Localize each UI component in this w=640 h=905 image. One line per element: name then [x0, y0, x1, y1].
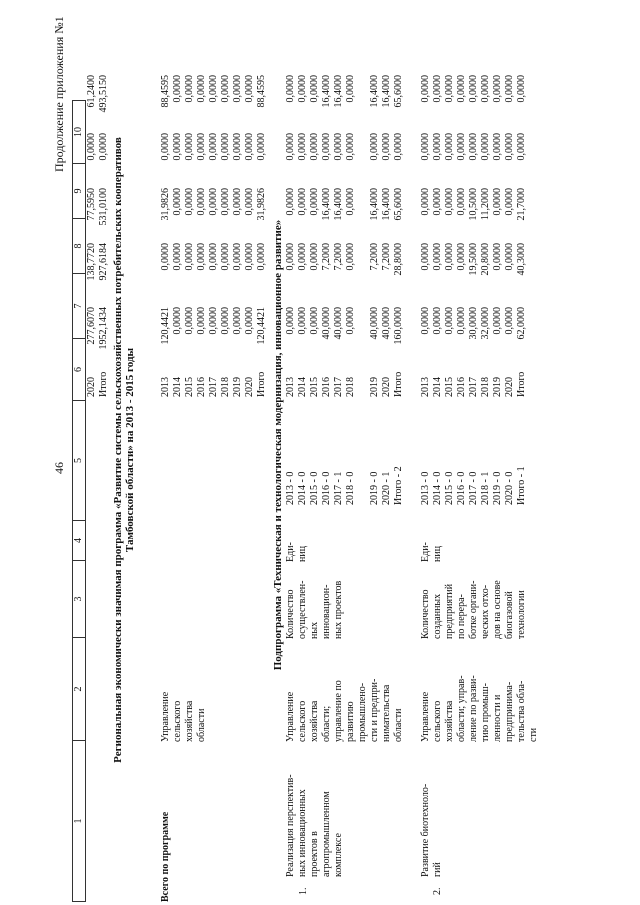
value-cell: 77,5950 531,0100	[86, 188, 109, 226]
column-number: 4	[73, 521, 85, 561]
section-title: Региональная экономически значимая программа «Развитие системы сельскохозяйственных потребительских кооперативов Тамбовской области» на 2013 - 2015 годы	[112, 137, 136, 763]
column-number: 5	[73, 401, 85, 521]
row-index: 1.	[298, 887, 309, 895]
value-cell: 277,6070 1952,1434	[86, 307, 109, 350]
value-cell: 0,0000 0,0000 0,0000 0,0000 30,0000 32,0000 0,0000 0,0000 62,0000	[420, 307, 527, 340]
value-cell: 0,0000 0,0000 0,0000 0,0000 19,5000 20,8000 0,0000 0,0000 40,3000	[420, 243, 527, 276]
column-number: 2	[73, 638, 85, 741]
value-cell: 0,0000 0,0000 0,0000 40,0000 40,0000 0,0000 40,0000 40,0000 160,0000	[285, 307, 404, 345]
indicator-cell: Количество осуществлен- ных инновацион- ных проектов	[285, 580, 344, 639]
activity-name: Развитие биотехноло- гий	[420, 783, 443, 877]
column-number: 6	[73, 339, 85, 401]
subprogram-title: Подпрограмма «Техническая и технологическая модернизация, инновационное развитие»	[272, 219, 284, 671]
target-values-cell: 2013 - 0 2014 - 0 2015 - 0 2016 - 0 2017 - 0 2018 - 1 2019 - 0 2020 - 0 Итого - 1	[420, 466, 527, 505]
value-cell: 31,9826 0,0000 0,0000 0,0000 0,0000 0,0000 0,0000 0,0000 31,9826	[160, 188, 267, 221]
column-number: 10	[73, 101, 85, 164]
target-values-cell: 2013 - 0 2014 - 0 2015 - 0 2016 - 0 2017 - 1 2018 - 0 2019 - 0 2020 - 1 Итого - 2	[285, 466, 404, 505]
indicator-cell: Количество созданных предприятий по перера- ботке органи- ческих отхо- дов на основе биогазовой технологии	[420, 580, 527, 639]
total-label: Всего по программе	[160, 811, 171, 902]
years-cell: 2020 Итого	[86, 371, 109, 397]
value-cell: 0,0000 0,0000	[86, 133, 109, 161]
page-number: 46	[52, 462, 66, 474]
years-cell: 2013 2014 2015 2016 2017 2018 2019 2020 Итого	[285, 371, 404, 397]
executor-cell: Управление сельского хозяйства области; управ- ление по разви- тию промыш- ленности и предпринима- тельства обла- сти	[420, 675, 539, 742]
value-cell: 0,0000 0,0000 0,0000 16,4000 16,4000 0,0000 16,4000 16,4000 65,6000	[285, 75, 404, 108]
unit-cell: Еди- ниц	[285, 542, 308, 562]
column-number-header	[72, 100, 86, 902]
value-cell: 88,4595 0,0000 0,0000 0,0000 0,0000 0,0000 0,0000 0,0000 88,4595	[160, 75, 267, 108]
column-number: 3	[73, 561, 85, 638]
years-cell: 2013 2014 2015 2016 2017 2018 2019 2020 Итого	[160, 371, 267, 397]
value-cell: 120,4421 0,0000 0,0000 0,0000 0,0000 0,0000 0,0000 0,0000 120,4421	[160, 307, 267, 345]
value-cell: 138,7720 927,6184	[86, 243, 109, 281]
column-number: 9	[73, 164, 85, 219]
activity-name: Реализация перспектив- ных инновационных проектов в агропромышленном комплексе	[285, 774, 344, 877]
unit-cell: Еди- ниц	[420, 542, 443, 562]
value-cell: 0,0000 0,0000 0,0000 0,0000 0,0000 0,0000 0,0000 0,0000 0,0000	[160, 133, 267, 161]
column-number: 1	[73, 818, 84, 824]
value-cell: 0,0000 0,0000 0,0000 0,0000 0,0000 0,0000 0,0000 0,0000 0,0000	[160, 243, 267, 271]
column-number: 8	[73, 219, 85, 274]
executor-cell: Управление сельского хозяйства области; управление по развитию промышлено- сти и предпри- нимательства области	[285, 678, 404, 742]
years-cell: 2013 2014 2015 2016 2017 2018 2019 2020 Итого	[420, 371, 527, 397]
appendix-title: Продолжение приложения №1	[52, 16, 66, 172]
value-cell: 0,0000 0,0000 0,0000 0,0000 0,0000 0,0000 0,0000 0,0000 0,0000	[420, 133, 527, 161]
value-cell: 61,2400 493,5150	[86, 75, 109, 113]
value-cell: 0,0000 0,0000 0,0000 7,2000 7,2000 0,0000 7,2000 7,2000 28,8000	[285, 243, 404, 276]
column-number: 7	[73, 274, 85, 339]
value-cell: 0,0000 0,0000 0,0000 0,0000 0,0000 0,0000 0,0000 0,0000 0,0000	[285, 133, 404, 161]
executor-cell: Управление сельского хозяйства области	[160, 691, 207, 742]
row-index: 2.	[432, 887, 443, 895]
value-cell: 0,0000 0,0000 0,0000 16,4000 16,4000 0,0000 16,4000 16,4000 65,6000	[285, 188, 404, 221]
value-cell: 0,0000 0,0000 0,0000 0,0000 0,0000 0,0000 0,0000 0,0000 0,0000	[420, 75, 527, 103]
value-cell: 0,0000 0,0000 0,0000 0,0000 10,5000 11,2000 0,0000 0,0000 21,7000	[420, 188, 527, 221]
